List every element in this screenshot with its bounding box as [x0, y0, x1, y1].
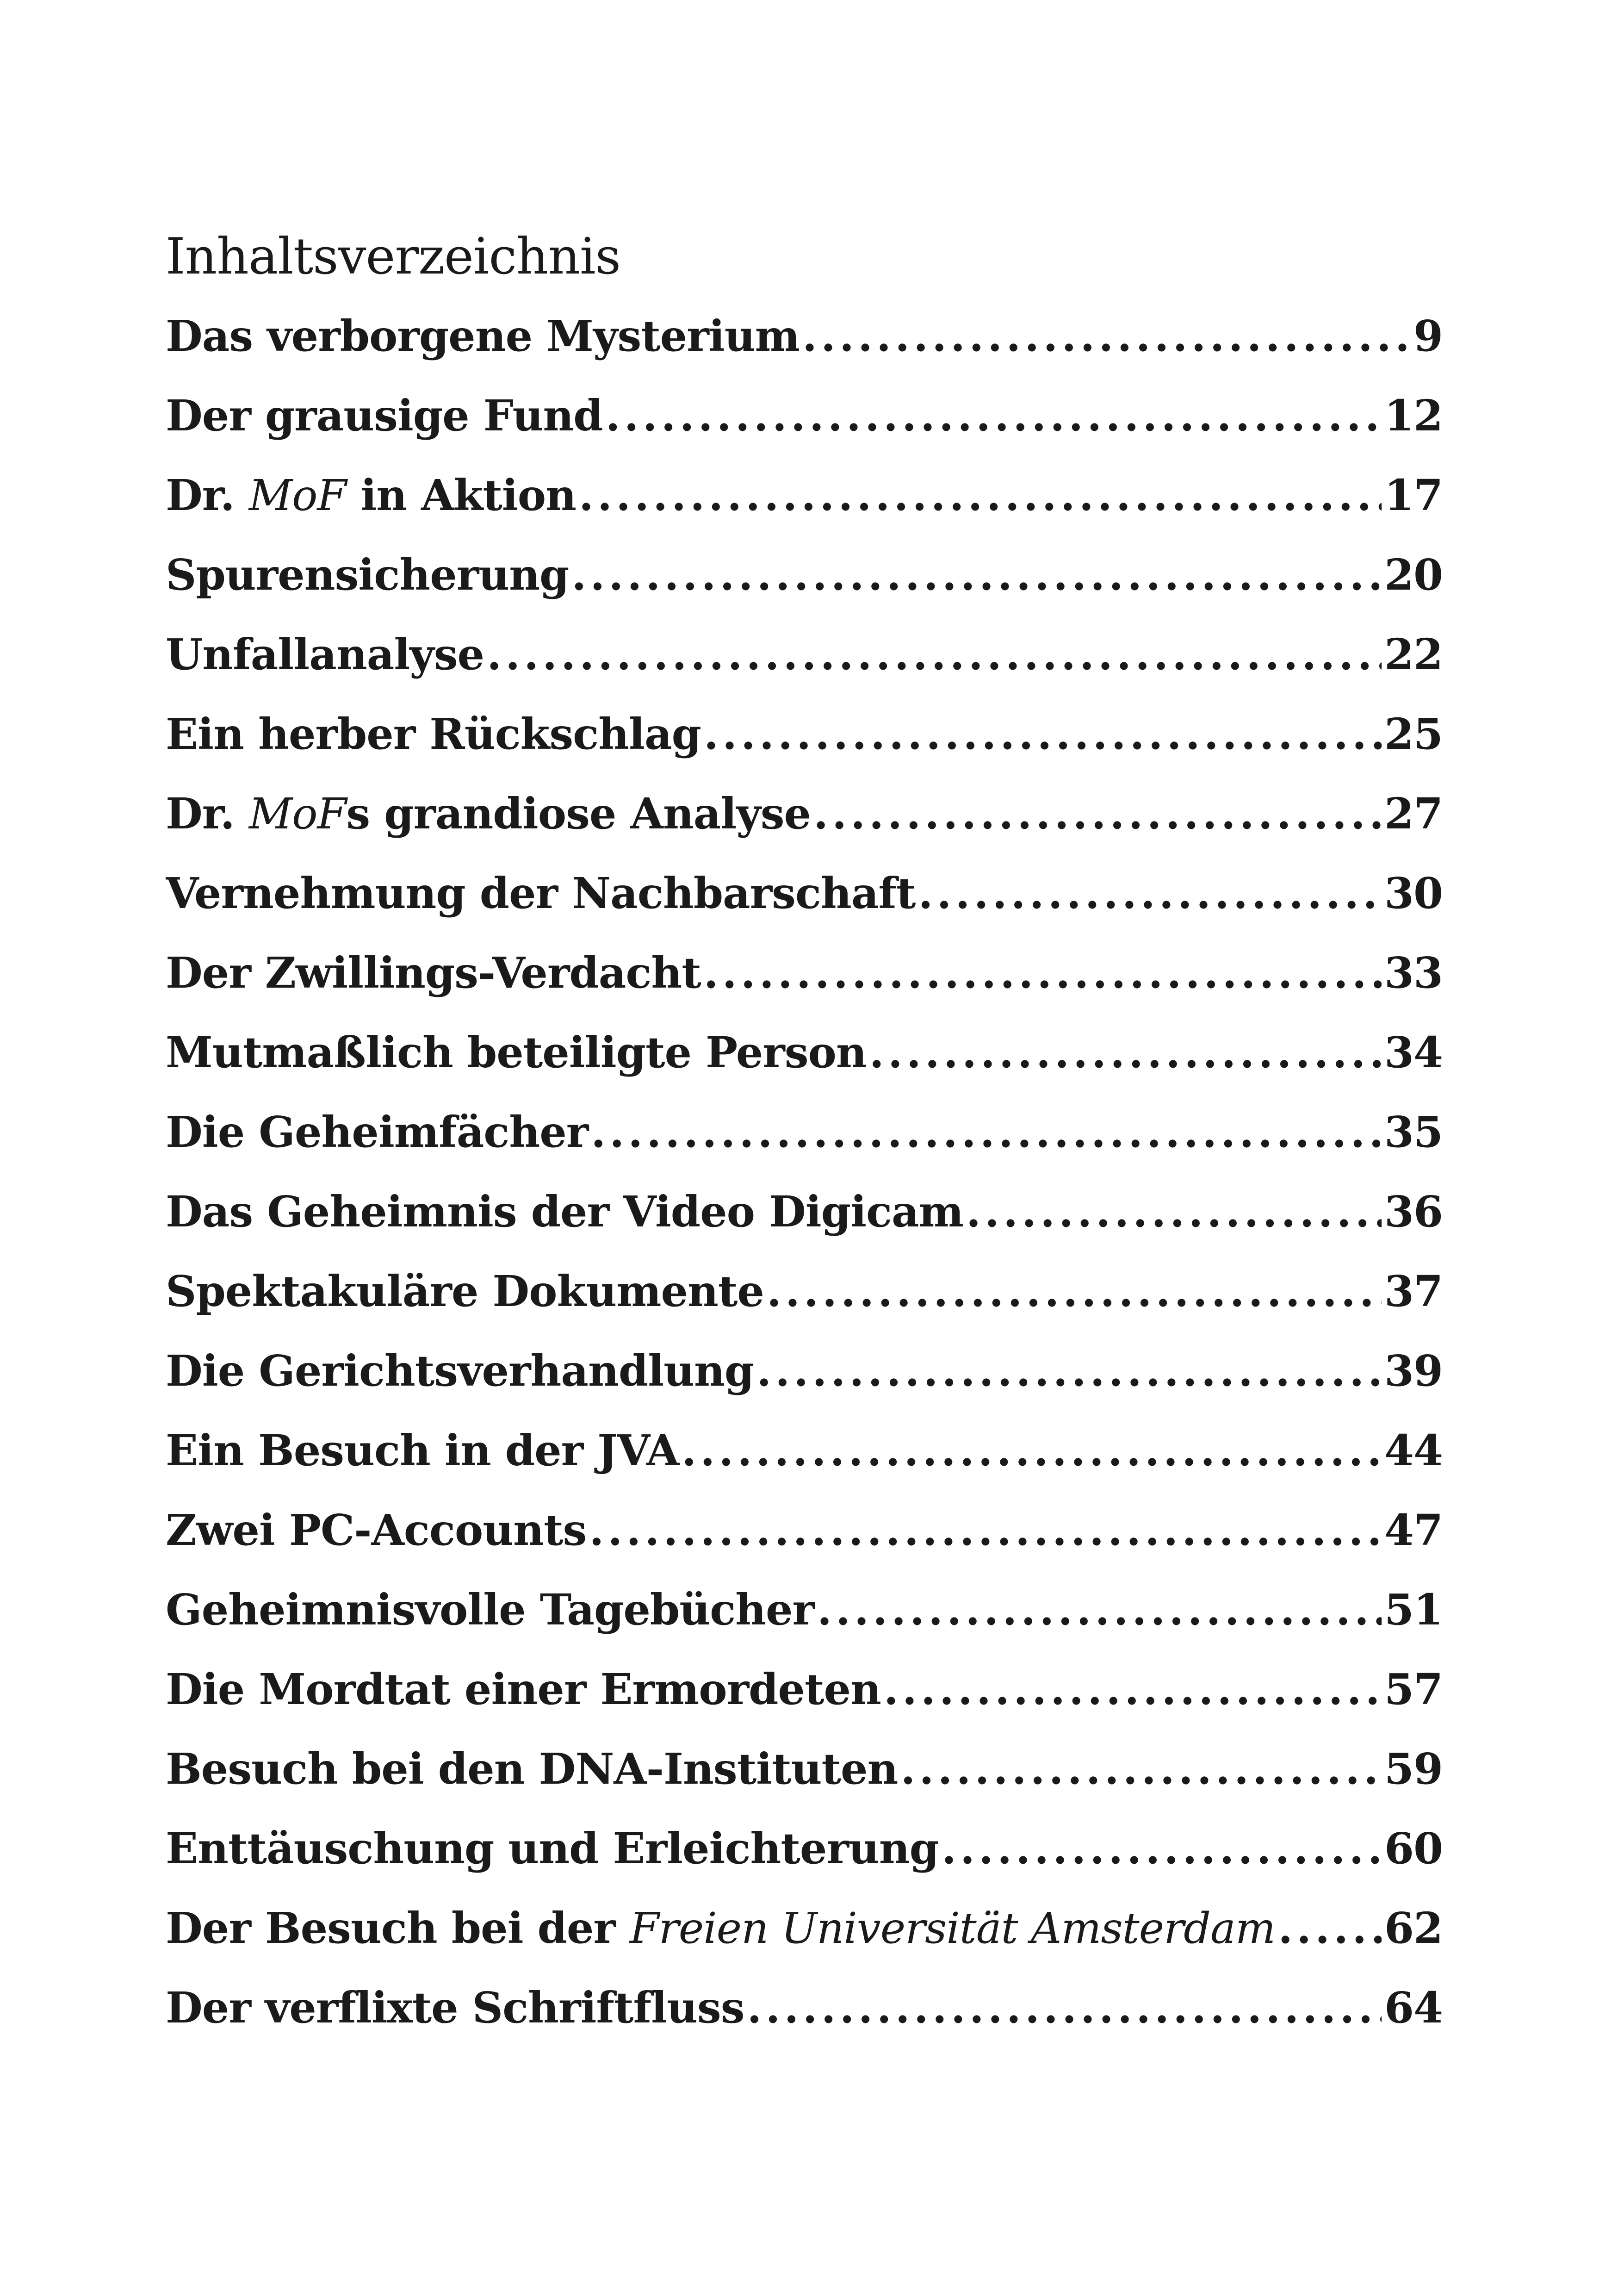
toc-page-number: 27	[1384, 789, 1443, 839]
toc-entry-title-part: Geheimnisvolle Tagebücher	[166, 1585, 814, 1635]
toc-page-number: 36	[1384, 1187, 1443, 1237]
toc-entry-title-part: Der grausige Fund	[166, 391, 603, 441]
toc-entry	[166, 296, 1443, 376]
toc-leader-dots	[571, 535, 1382, 615]
toc-entry-title-part: Unfallanalyse	[166, 629, 484, 679]
toc-leader-dots	[579, 455, 1382, 535]
toc-entry-title-part: Ein Besuch in der JVA	[166, 1425, 679, 1475]
toc-entry	[166, 1251, 1443, 1331]
toc-entry-title-part: Dr.	[166, 789, 249, 839]
toc-entry-title-part: Der Zwillings-Verdacht	[166, 948, 701, 998]
toc-page	[166, 227, 1443, 2047]
toc-page-number: 64	[1384, 1983, 1443, 2033]
toc-entry-title	[166, 933, 701, 1013]
toc-page-number: 57	[1384, 1664, 1443, 1714]
toc-entry-title	[166, 1729, 898, 1809]
toc-entry	[166, 1888, 1443, 1968]
toc-title: Inhaltsverzeichnis	[166, 228, 621, 286]
toc-entry	[166, 1968, 1443, 2047]
toc-page-number: 60	[1384, 1823, 1443, 1873]
toc-entry-title	[166, 774, 811, 853]
toc-leader-dots	[487, 615, 1382, 694]
toc-page-number: 12	[1384, 391, 1443, 441]
toc-entry	[166, 376, 1443, 455]
toc-page-number: 44	[1384, 1425, 1443, 1475]
toc-entry-title-part: Zwei PC-Accounts	[166, 1505, 587, 1555]
toc-entry-title	[166, 296, 800, 376]
toc-page-number: 59	[1384, 1744, 1443, 1794]
toc-leader-dots	[591, 1092, 1382, 1172]
toc-entry-title-italic: MoF	[248, 789, 347, 839]
toc-entry-title	[166, 1490, 586, 1570]
toc-entry-title-part: s grandiose Analyse	[346, 789, 811, 839]
toc-page-number: 20	[1384, 550, 1443, 600]
toc-entry-title	[166, 1013, 867, 1092]
toc-entry	[166, 1729, 1443, 1809]
toc-entry	[166, 1092, 1443, 1172]
toc-entry-title-part: Das verborgene Mysterium	[166, 311, 800, 361]
toc-leader-dots	[704, 933, 1382, 1013]
toc-entry	[166, 1649, 1443, 1729]
toc-entry-title	[166, 1649, 881, 1729]
toc-entry-title	[166, 853, 916, 933]
toc-entry	[166, 853, 1443, 933]
toc-entry-title-italic: Freien Universität Amsterdam	[629, 1904, 1276, 1953]
toc-entry	[166, 1570, 1443, 1649]
toc-leader-dots	[704, 694, 1382, 774]
toc-page-number: 51	[1384, 1585, 1443, 1635]
toc-page-number: 33	[1384, 948, 1443, 998]
toc-leader-dots	[869, 1013, 1382, 1092]
toc-entry-title-part: Der Besuch bei der	[166, 1903, 630, 1953]
toc-entry-title-part: Der verflixte Schriftfluss	[166, 1983, 744, 2033]
toc-page-number: 37	[1384, 1266, 1443, 1316]
toc-entry-title-part: Besuch bei den DNA-Instituten	[166, 1744, 898, 1794]
toc-entry-title-part: Ein herber Rückschlag	[166, 709, 701, 759]
toc-leader-dots	[802, 296, 1411, 376]
toc-page-number: 9	[1413, 311, 1443, 361]
toc-entry-title	[166, 1570, 814, 1649]
toc-entry-title-part: Spurensicherung	[166, 550, 569, 600]
toc-leader-dots	[918, 853, 1382, 933]
toc-page-number: 30	[1384, 868, 1443, 918]
toc-entry-title	[166, 1092, 588, 1172]
toc-entry-title-part: Enttäuschung und Erleichterung	[166, 1823, 939, 1873]
toc-entry-title-italic: MoF	[248, 471, 347, 520]
toc-entry-title-part: Spektakuläre Dokumente	[166, 1266, 764, 1316]
toc-entry-title	[166, 376, 603, 455]
toc-entry	[166, 933, 1443, 1013]
toc-entry-title	[166, 1968, 744, 2047]
toc-entry-title-part: Die Gerichtsverhandlung	[166, 1346, 754, 1396]
toc-entry	[166, 1013, 1443, 1092]
toc-entry-title	[166, 1888, 1275, 1968]
toc-entry	[166, 1331, 1443, 1411]
toc-entry-title-part: Mutmaßlich beteiligte Person	[166, 1027, 867, 1077]
toc-leader-dots	[606, 376, 1382, 455]
toc-entry	[166, 615, 1443, 694]
toc-entry	[166, 455, 1443, 535]
toc-leader-dots	[817, 1570, 1382, 1649]
toc-page-number: 47	[1384, 1505, 1443, 1555]
toc-leader-dots	[682, 1411, 1382, 1490]
toc-entry	[166, 774, 1443, 853]
toc-entry-title-part: Vernehmung der Nachbarschaft	[166, 868, 916, 918]
toc-leader-dots	[589, 1490, 1382, 1570]
toc-list	[166, 296, 1443, 2047]
toc-page-number: 17	[1384, 470, 1443, 520]
toc-entry-title	[166, 694, 701, 774]
toc-entry-title	[166, 1172, 963, 1251]
toc-entry	[166, 694, 1443, 774]
toc-page-number: 39	[1384, 1346, 1443, 1396]
toc-entry	[166, 535, 1443, 615]
toc-entry-title	[166, 1331, 754, 1411]
toc-entry	[166, 1809, 1443, 1888]
toc-entry-title	[166, 615, 484, 694]
toc-leader-dots	[767, 1251, 1382, 1331]
toc-entry-title-part: Die Mordtat einer Ermordeten	[166, 1664, 881, 1714]
toc-page-number: 25	[1384, 709, 1443, 759]
toc-page-number: 22	[1384, 629, 1443, 679]
toc-page-number: 35	[1384, 1107, 1443, 1157]
toc-entry	[166, 1172, 1443, 1251]
toc-leader-dots	[942, 1809, 1382, 1888]
toc-leader-dots	[756, 1331, 1382, 1411]
toc-entry-title-part: in Aktion	[346, 470, 577, 520]
toc-entry-title	[166, 1809, 939, 1888]
toc-leader-dots	[966, 1172, 1382, 1251]
toc-leader-dots	[813, 774, 1382, 853]
toc-leader-dots	[747, 1968, 1382, 2047]
toc-entry-title-part: Die Geheimfächer	[166, 1107, 589, 1157]
toc-leader-dots	[884, 1649, 1382, 1729]
toc-entry-title	[166, 1251, 764, 1331]
toc-entry-title-part: Das Geheimnis der Video Digicam	[166, 1187, 964, 1237]
toc-entry	[166, 1411, 1443, 1490]
toc-entry	[166, 1490, 1443, 1570]
toc-leader-dots	[1278, 1888, 1382, 1968]
toc-entry-title	[166, 535, 569, 615]
toc-page-number: 62	[1384, 1903, 1443, 1953]
toc-page-number: 34	[1384, 1027, 1443, 1077]
toc-entry-title-part: Dr.	[166, 470, 249, 520]
toc-entry-title	[166, 455, 576, 535]
toc-leader-dots	[900, 1729, 1382, 1809]
toc-entry-title	[166, 1411, 679, 1490]
